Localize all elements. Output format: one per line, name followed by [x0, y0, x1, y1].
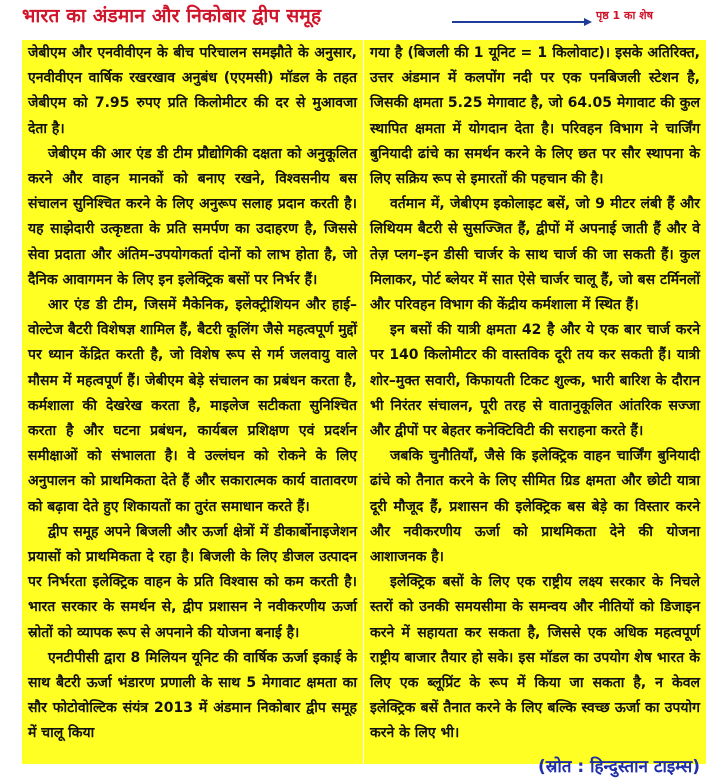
- paragraph: द्वीप समूह अपने बिजली और ऊर्जा क्षेत्रों में डीकार्बोनाइजेशन प्रयासों को प्राथमिकता दे रहा है। बिजली के लिए डीजल उत्पादन पर निर्भरता इलेक्ट्रिक वाहन के प्रति विश्वास को कम करती है। भारत सरकार के समर्थन से, द्वीप प्रशासन ने नवीकरणीय ऊर्जा स्रोतों को व्यापक रूप से अपनाने की योजना बनाई है।: [28, 523, 357, 641]
- paragraph: आर एंड डी टीम, जिसमें मैकेनिक, इलेक्ट्रीशियन और हाई–वोल्टेज बैटरी विशेषज्ञ शामिल हैं, बैटरी कूलिंग जैसे महत्वपूर्ण मुद्दों पर ध्यान केंद्रित करती है, जो विशेष रूप से गर्म जलवायु वाले मौसम में महत्वपूर्ण हैं। जेबीएम बेड़े संचालन का प्रबंधन करता है, कर्मशाला की देखरेख करता है, माइलेज सटीकता सुनिश्चित करता है और घटना प्रबंधन, कार्यबल प्रशिक्षण एवं प्रदर्शन समीक्षाओं को संभालता है। वे उल्लंघन को रोकने के लिए अनुपालन को प्राथमिकता देते हैं और सकारात्मक कार्य वातावरण को बढ़ावा देते हुए शिकायतों का तुरंत समाधान करते हैं।: [28, 297, 357, 515]
- paragraph: वर्तमान में, जेबीएम इकोलाइट बसें, जो 9 मीटर लंबी हैं और लिथियम बैटरी से सुसज्जित हैं, द्वीपों में अपनाई जाती हैं और वे तेज़ प्लग–इन डीसी चार्जर के साथ चार्ज की जा सकती हैं। कुल मिलाकर, पोर्ट ब्लेयर में सात ऐसे चार्जर चालू हैं, जो बस टर्मिनलों और परिवहन विभाग की केंद्रीय कर्मशाला में स्थित हैं।: [370, 196, 700, 314]
- paragraph: जबकि चुनौतियाँ, जैसे कि इलेक्ट्रिक वाहन चार्जिंग बुनियादी ढांचे को तैनात करने के लिए सीमित ग्रिड क्षमता और छोटी यात्रा दूरी मौजूद हैं, प्रशासन की इलेक्ट्रिक बस बेड़े का विस्तार करने और नवीकरणीय ऊर्जा को प्राथमिकता देने की योजना आशाजनक है।: [370, 448, 700, 566]
- paragraph: गया है (बिजली की 1 यूनिट = 1 किलोवाट)। इसके अतिरिक्त, उत्तर अंडमान में कलपोंग नदी पर एक पनबिजली स्टेशन है, जिसकी क्षमता 5.25 मेगावाट है, जो 64.05 मेगावाट की कुल स्थापित क्षमता में योगदान देता है। परिवहन विभाग ने चार्जिंग बुनियादी ढांचे का समर्थन करने के लिए छत पर सौर स्थापना के लिए सक्रिय रूप से इमारतों की पहचान की है।: [370, 45, 700, 188]
- paragraph: इन बसों की यात्री क्षमता 42 है और ये एक बार चार्ज करने पर 140 किलोमीटर की वास्तविक दूरी तय कर सकती हैं। यात्री शोर–मुक्त सवारी, किफायती टिकट शुल्क, भारी बारिश के दौरान भी निरंतर संचालन, पूरी तरह से वातानुकूलित आंतरिक सज्जा और द्वीपों पर बेहतर कनेक्टिविटी की सराहना करते हैं।: [370, 322, 700, 440]
- headline-rule-arrow: [452, 21, 590, 23]
- paragraph: जेबीएम और एनवीवीएन के बीच परिचालन समझौते के अनुसार, एनवीवीएन वार्षिक रखरखाव अनुबंध (एएमसी) मॉडल के तहत जेबीएम को 7.95 रुपए प्रति किलोमीटर की दर से मुआवजा देता है।: [28, 45, 357, 137]
- continued-from-note: पृष्ठ 1 का शेष: [596, 9, 654, 22]
- paragraph: जेबीएम की आर एंड डी टीम प्रौद्योगिकी दक्षता को अनुकूलित करने और वाहन मानकों को बनाए रखने, विश्वसनीय बस संचालन सुनिश्चित करने के लिए अनुरूप सलाह प्रदान करती है। यह साझेदारी उत्कृष्टता के प्रति समर्पण का उदाहरण है, जिससे सेवा प्रदाता और अंतिम–उपयोगकर्ता दोनों को लाभ होता है, जो दैनिक आवागमन के लिए इन इलेक्ट्रिक बसों पर निर्भर हैं।: [28, 145, 357, 288]
- headline: भारत का अंडमान और निकोबार द्वीप समूह: [22, 5, 322, 27]
- paragraph: इलेक्ट्रिक बसों के लिए एक राष्ट्रीय लक्ष्य सरकार के निचले स्तरों को उनकी समयसीमा के समन्वय और नीतियों को डिजाइन करने में सहायता कर सकता है, जिससे एक अधिक महत्वपूर्ण राष्ट्रीय बाजार तैयार हो सके। इस मॉडल का उपयोग शेष भारत के लिए एक ब्लूप्रिंट के रूप में किया जा सकता है, न केवल इलेक्ट्रिक बसें तैनात करने के लिए बल्कि स्वच्छ ऊर्जा का उपयोग करने के लिए भी।: [370, 574, 700, 742]
- title-bar: [0, 0, 712, 40]
- source-credit: (स्रोत : हिन्दुस्तान टाइम्स): [537, 756, 700, 777]
- article-column-right: [364, 40, 706, 777]
- article-column-left: [22, 40, 363, 764]
- paragraph: एनटीपीसी द्वारा 8 मिलियन यूनिट की वार्षिक ऊर्जा इकाई के साथ बैटरी ऊर्जा भंडारण प्रणाली के साथ 5 मेगावाट क्षमता का सौर फोटोवोल्टिक संयंत्र 2013 में अंडमान निकोबार द्वीप समूह में चालू किया: [28, 649, 357, 742]
